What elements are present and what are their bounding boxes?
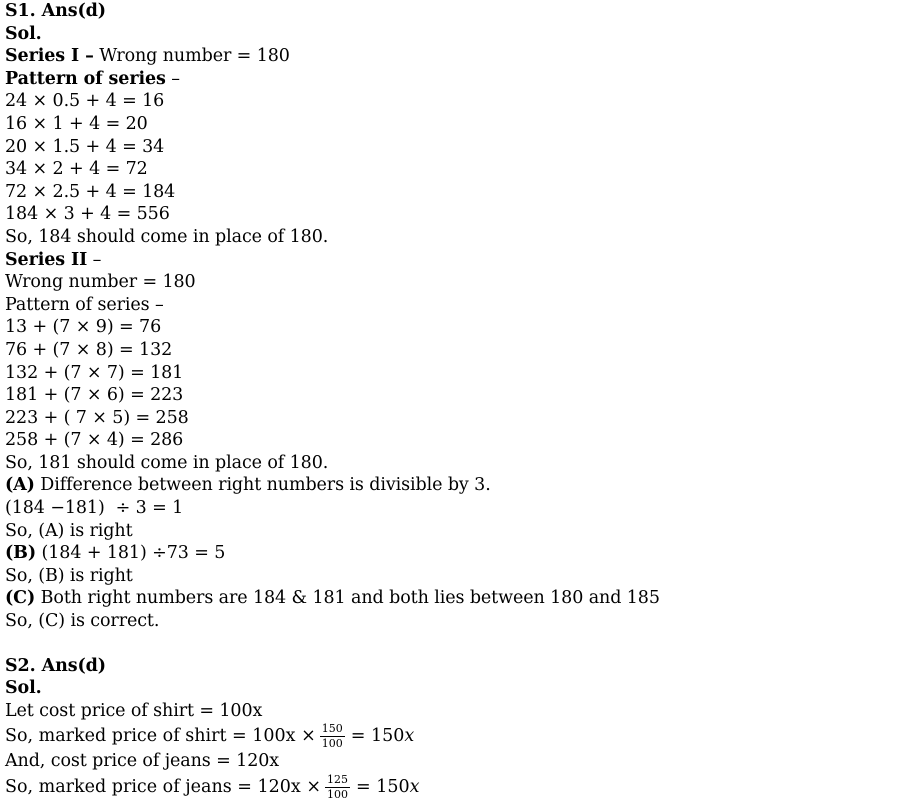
series2-step: 258 + (7 × 4) = 286 [5, 430, 184, 451]
s2-heading: S2. Ans(d) [5, 655, 106, 676]
statement-c-label: (C) [5, 588, 36, 609]
statement-b-line [5, 542, 904, 565]
pattern2-line: Pattern of series – [5, 294, 164, 315]
series1-step: 24 × 0.5 + 4 = 16 [5, 91, 165, 112]
statement-c-result: So, (C) is correct. [5, 611, 160, 632]
jeans-cost-line: And, cost price of jeans = 120x [5, 751, 280, 772]
series2-step: 132 + (7 × 7) = 181 [5, 362, 184, 383]
shirt-marked-variable: x [404, 726, 415, 747]
series2-step: 76 + (7 × 8) = 132 [5, 339, 173, 360]
statement-a-line [5, 474, 904, 497]
series1-step: 34 × 2 + 4 = 72 [5, 159, 148, 180]
statement-a-result: So, (A) is right [5, 520, 133, 541]
series1-conclusion: So, 184 should come in place of 180. [5, 226, 329, 247]
series1-step: 184 × 3 + 4 = 556 [5, 204, 170, 225]
statement-b-result: So, (B) is right [5, 565, 133, 586]
series2-dash: – [87, 249, 102, 270]
shirt-marked-prefix: So, marked price of shirt = 100x × [5, 726, 316, 747]
series1-wrong-line [5, 45, 904, 68]
s1-sol-label: Sol. [5, 23, 42, 44]
statement-a-text: Difference between right numbers is divisible by 3. [34, 475, 491, 496]
s1-heading: S1. Ans(d) [5, 1, 106, 21]
series2-label-line [5, 249, 904, 272]
series2-label: Series II [5, 249, 88, 270]
pattern1-line [5, 68, 904, 91]
jeans-fraction-denominator: 100 [326, 787, 348, 801]
jeans-fraction-numerator: 125 [326, 772, 348, 786]
section-gap [5, 633, 904, 655]
series1-wrong-number: Wrong number = 180 [93, 46, 290, 67]
shirt-cost-line: Let cost price of shirt = 100x [5, 700, 263, 721]
series2-step: 181 + (7 × 6) = 223 [5, 385, 184, 406]
shirt-marked-price-line [5, 722, 904, 750]
statement-c-line [5, 587, 904, 610]
series2-step: 13 + (7 × 9) = 76 [5, 317, 162, 338]
statement-c-text: Both right numbers are 184 & 181 and both lies between 180 and 185 [35, 588, 660, 609]
pattern1-dash: – [165, 68, 180, 89]
shirt-marked-suffix: = 150 [350, 726, 405, 747]
statement-b-text: (184 + 181) ÷73 = 5 [36, 543, 226, 564]
series1-step: 16 × 1 + 4 = 20 [5, 113, 148, 134]
series1-label: Series I – [5, 46, 94, 67]
s2-sol-label: Sol. [5, 678, 42, 699]
jeans-marked-variable: x [409, 777, 420, 797]
pattern1-label: Pattern of series [5, 68, 166, 89]
series1-step: 72 × 2.5 + 4 = 184 [5, 181, 176, 202]
shirt-fraction-denominator: 100 [321, 736, 343, 750]
series2-wrong-number: Wrong number = 180 [5, 272, 196, 293]
series2-step: 223 + ( 7 × 5) = 258 [5, 407, 189, 428]
statement-a-calc: (184 −181) ÷ 3 = 1 [5, 498, 184, 519]
shirt-fraction [320, 723, 345, 750]
shirt-fraction-numerator: 150 [321, 721, 343, 735]
jeans-marked-price-line [5, 773, 904, 801]
jeans-marked-suffix: = 150 [355, 777, 410, 797]
series1-step: 20 × 1.5 + 4 = 34 [5, 136, 165, 157]
jeans-fraction [325, 774, 350, 801]
statement-a-label: (A) [5, 475, 35, 496]
jeans-marked-prefix: So, marked price of jeans = 120x × [5, 777, 321, 797]
series2-conclusion: So, 181 should come in place of 180. [5, 452, 329, 473]
statement-b-label: (B) [5, 543, 37, 564]
